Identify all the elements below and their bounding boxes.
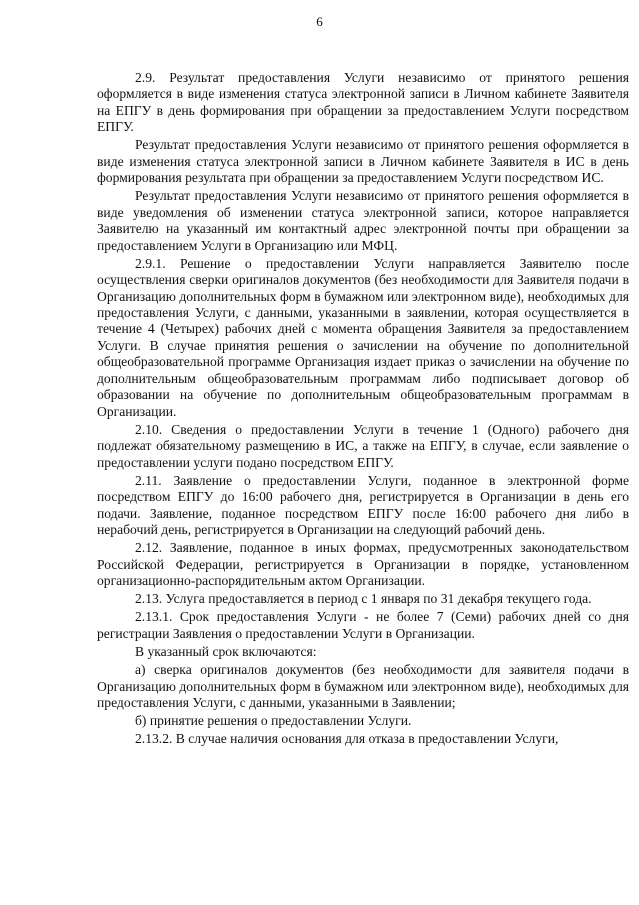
page-number: 6 <box>316 14 323 29</box>
paragraph-2-9-1: 2.9.1. Решение о предоставлении Услуги направляется Заявителю после осуществления сверки оригиналов документов (без необходимости для Заявителя подачи в Организацию дополнительных форм в бумажном или электронном виде), необходимых для предоставления Услуги, с данными, указанными в заявлении, которая осуществляется в течение 4 (Четырех) рабочих дней с момента обращения Заявителя за предоставлением Услуги. В случае принятия решения о зачислении на обучение по дополнительной общеобразовательной программе Организация издает приказ о зачислении на обучение по дополнительным общеобразовательным программам либо подписывает договор об образовании на обучение по дополнительным общеобразовательным программам в Организации. <box>97 255 629 419</box>
paragraph-item-b: б) принятие решения о предоставлении Услуги. <box>135 713 412 729</box>
paragraph-2-11: 2.11. Заявление о предоставлении Услуги, поданное в электронной форме посредством ЕПГУ до 16:00 рабочего дня, регистрируется в Организации в день его подачи. Заявление, поданное посредством ЕПГУ после 16:00 рабочего дня либо в нерабочий день, регистрируется в Организации на следующий рабочий день. <box>97 472 629 537</box>
paragraph-2-12: 2.12. Заявление, поданное в иных формах, предусмотренных законодательством Российской Федерации, регистрируется в Организации в порядке, установленном организационно-распорядительным актом Организации. <box>97 540 629 588</box>
paragraph-2-10: 2.10. Сведения о предоставлении Услуги в течение 1 (Одного) рабочего дня подлежат обязательному размещению в ИС, а также на ЕПГУ, в случае, если заявление о предоставлении услуги подано посредством ЕПГУ. <box>97 421 629 470</box>
paragraph-item-a: а) сверка оригиналов документов (без необходимости для заявителя подачи в Организацию дополнительных форм в бумажном или электронном виде), необходимых для предоставления Услуги, с данными, указанными в Заявлении; <box>97 662 629 710</box>
paragraph-2-9: 2.9. Результат предоставления Услуги независимо от принятого решения оформляется в виде изменения статуса электронной записи в Личном кабинете Заявителя на ЕПГУ в день формирования при обращении за предоставлением Услуги посредством ЕПГУ. <box>97 70 629 135</box>
paragraph-2-13-1: 2.13.1. Срок предоставления Услуги - не более 7 (Семи) рабочих дней со дня регистрации Заявления о предоставлении Услуги в Организации. <box>97 609 629 641</box>
document-body <box>97 70 629 750</box>
paragraph-included-intro: В указанный срок включаются: <box>135 643 317 659</box>
paragraph-2-13: 2.13. Услуга предоставляется в период с 1 января по 31 декабря текущего года. <box>135 591 592 607</box>
paragraph-2-9-notification: Результат предоставления Услуги независимо от принятого решения оформляется в виде уведомления об изменении статуса электронной записи, которое направляется Заявителю на указанный им контактный адрес электронной почты при обращении за предоставлением Услуги в Организацию или МФЦ. <box>97 188 629 253</box>
paragraph-2-13-2: 2.13.2. В случае наличия основания для отказа в предоставлении Услуги, <box>135 731 559 747</box>
paragraph-2-9-is: Результат предоставления Услуги независимо от принятого решения оформляется в виде изменения статуса электронной записи в Личном кабинете Заявителя в ИС в день формирования результата при обращении за предоставлением Услуги посредством ИС. <box>97 137 629 186</box>
